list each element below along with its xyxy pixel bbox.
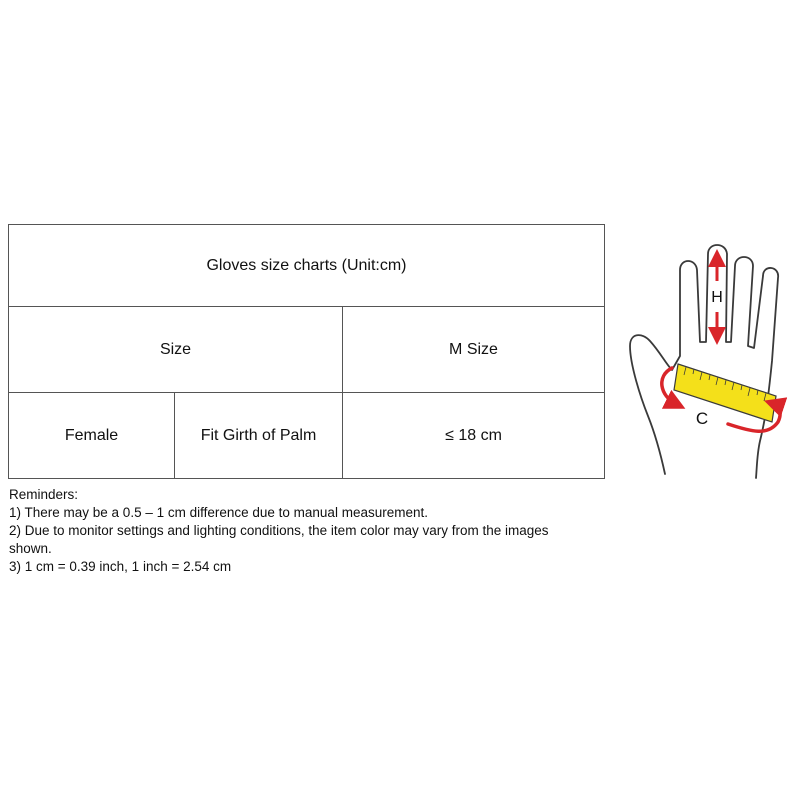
hand-measurement-figure xyxy=(620,236,800,486)
reminders-section xyxy=(9,486,589,576)
table-row-size xyxy=(9,307,605,393)
size-value-cell: M Size xyxy=(343,307,605,393)
size-chart-table xyxy=(8,224,605,479)
circumference-label: C xyxy=(695,409,709,428)
fit-girth-label-cell: Fit Girth of Palm xyxy=(175,393,343,479)
reminder-item-1: 1) There may be a 0.5 – 1 cm difference due to manual measurement. xyxy=(9,505,428,520)
table-title-row xyxy=(9,225,605,307)
reminder-item-3: 3) 1 cm = 0.39 inch, 1 inch = 2.54 cm xyxy=(9,559,232,574)
gender-cell: Female xyxy=(9,393,175,479)
table-row-girth xyxy=(9,393,605,479)
reminder-item-2: 2) Due to monitor settings and lighting conditions, the item color may vary from the images shown. xyxy=(9,523,549,556)
table-title: Gloves size charts (Unit:cm) xyxy=(9,225,605,307)
reminders-heading: Reminders: xyxy=(9,487,79,502)
size-header-cell: Size xyxy=(9,307,343,393)
fit-girth-value-cell: ≤ 18 cm xyxy=(343,393,605,479)
hand-outline-icon xyxy=(630,245,778,478)
height-label: H xyxy=(711,289,723,306)
